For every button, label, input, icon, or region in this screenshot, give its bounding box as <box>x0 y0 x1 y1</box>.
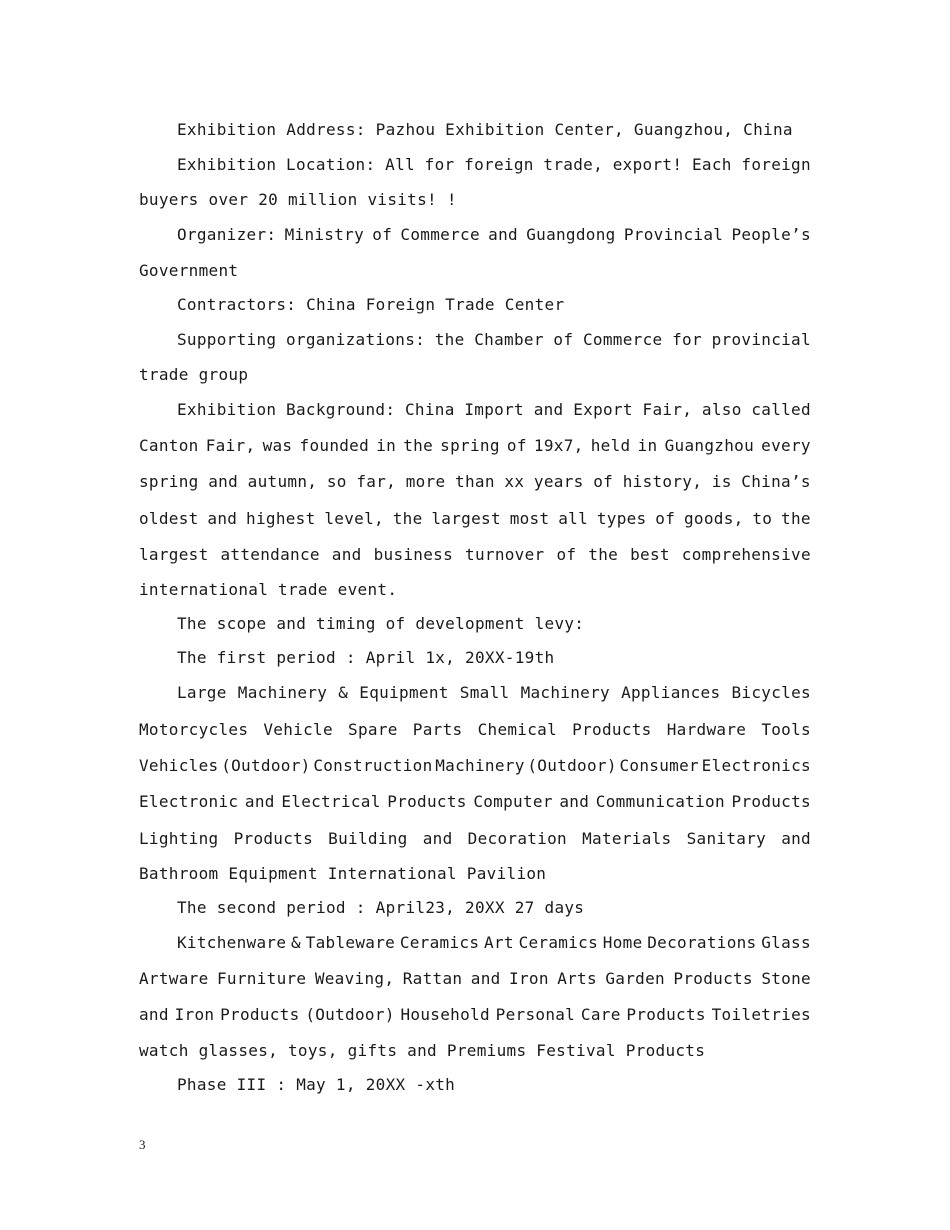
text-line: Vehicles (Outdoor) Construction Machinery (Outdoor) Consumer Electronics <box>139 755 811 775</box>
text-line: spring and autumn, so far, more than xx years of history, is China’s <box>139 472 811 492</box>
text-line: buyers over 20 million visits! ! <box>139 190 457 210</box>
text-line: Canton Fair, was founded in the spring of 19x7, held in Guangzhou every <box>139 436 811 456</box>
text-line: Supporting organizations: the Chamber of Commerce for provincial <box>177 329 811 349</box>
text-line: Electronic and Electrical Products Computer and Communication Products <box>139 792 811 812</box>
text-line: trade group <box>139 364 249 384</box>
page-number: 3 <box>139 1137 146 1152</box>
text-line: Large Machinery & Equipment Small Machinery Appliances Bicycles <box>177 683 811 703</box>
text-line: Bathroom Equipment International Pavilion <box>139 863 547 883</box>
document-body <box>139 113 811 1102</box>
text-line: Lighting Products Building and Decoration Materials Sanitary and <box>139 828 811 848</box>
text-line: The second period : April23, 20XX 27 days <box>177 897 585 917</box>
text-line: Government <box>139 260 239 280</box>
text-line: Exhibition Location: All for foreign trade, export! Each foreign <box>177 155 811 174</box>
text-line: Organizer: Ministry of Commerce and Guangdong Provincial People’s <box>177 225 811 245</box>
text-line: The first period : April 1x, 20XX-19th <box>177 648 555 668</box>
text-line: Motorcycles Vehicle Spare Parts Chemical Products Hardware Tools <box>139 719 811 739</box>
text-line: international trade event. <box>139 580 398 600</box>
text-line: and Iron Products (Outdoor) Household Personal Care Products Toiletries <box>139 1005 811 1025</box>
text-line: oldest and highest level, the largest most all types of goods, to the <box>139 508 811 528</box>
text-line: The scope and timing of development levy: <box>177 614 585 634</box>
text-line: Phase III : May 1, 20XX -xth <box>177 1074 456 1094</box>
text-line: Artware Furniture Weaving, Rattan and Iron Arts Garden Products Stone <box>139 969 811 989</box>
text-line: largest attendance and business turnover of the best comprehensive <box>139 545 811 565</box>
text-line: Kitchenware & Tableware Ceramics Art Ceramics Home Decorations Glass <box>177 932 811 952</box>
text-line: Exhibition Address: Pazhou Exhibition Center, Guangzhou, China <box>177 120 793 139</box>
text-line: watch glasses, toys, gifts and Premiums Festival Products <box>139 1040 706 1060</box>
text-line: Contractors: China Foreign Trade Center <box>177 294 565 314</box>
text-line: Exhibition Background: China Import and Export Fair, also called <box>177 399 811 419</box>
